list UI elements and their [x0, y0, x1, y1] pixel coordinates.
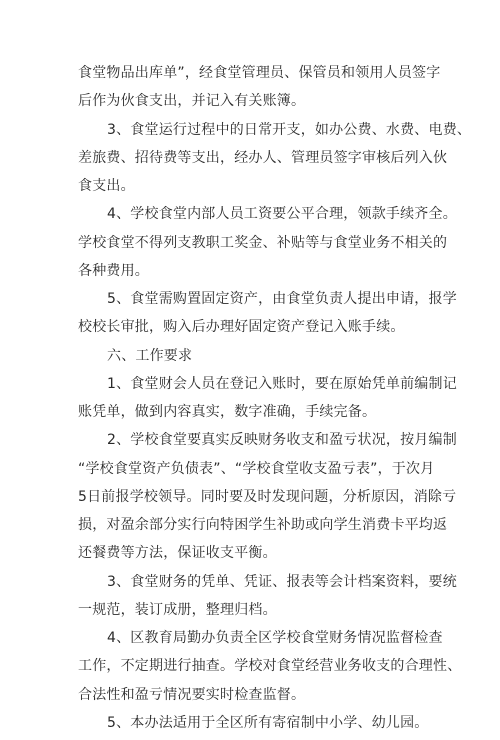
text-line-23: 合法性和盈亏情况要实时检查监督。	[78, 686, 306, 703]
text-line-20: 一规范，装订成册，整理归档。	[78, 601, 277, 618]
text-line-5: 食支出。	[78, 178, 135, 194]
text-line-18: 还餐费等方法，保证收支平衡。	[78, 545, 277, 562]
text-line-13: 账凭单，做到内容真实，数字准确，手续完备。	[78, 404, 377, 420]
text-line-10: 校校长审批，购入后办理好固定资产登记入账手续。	[78, 319, 405, 336]
text-line-19: 3、食堂财务的凭单、凭证、报表等会计档案资料，要统	[107, 573, 457, 590]
text-line-17: 损，对盈余部分实行向特困学生补助或向学生消费卡平均返	[78, 517, 448, 533]
text-line-16: 5日前报学校领导。同时要及时发现问题，分析原因，消除亏	[78, 488, 457, 505]
text-line-12: 1、食堂财会人员在登记入账时，要在原始凭单前编制记	[107, 375, 457, 392]
text-line-21: 4、区教育局勤办负责全区学校食堂财务情况监督检查	[107, 630, 443, 646]
text-line-2: 后作为伙食支出，并记入有关账簿。	[78, 93, 306, 110]
text-line-14: 2、学校食堂要真实反映财务收支和盈亏状况，按月编制	[107, 432, 457, 449]
text-line-7: 学校食堂不得列支教职工奖金、补贴等与食堂业务不相关的	[78, 234, 448, 251]
document-page	[78, 62, 472, 740]
text-line-22: 工作，不定期进行抽查。学校对食堂经营业务收支的合理性、	[78, 658, 462, 675]
text-line-3: 3、食堂运行过程中的日常开支，如办公费、水费、电费、	[107, 121, 472, 138]
text-line-4: 差旅费、招待费等支出，经办人、管理员签字审核后列入伙	[78, 149, 448, 166]
section-heading: 六、工作要求	[107, 347, 193, 364]
text-line-9: 5、食堂需购置固定资产，由食堂负责人提出申请，报学	[107, 291, 457, 307]
text-line-1: 食堂物品出库单”，经食堂管理员、保管员和领用人员签字	[78, 65, 441, 81]
text-line-8: 各种费用。	[78, 262, 149, 279]
text-line-24: 5、本办法适用于全区所有寄宿制中小学、幼儿园。	[107, 714, 429, 731]
text-line-6: 4、学校食堂内部人员工资要公平合理，领款手续齐全。	[107, 206, 457, 223]
text-line-15: “学校食堂资产负债表”、“学校食堂收支盈亏表”，于次月	[78, 460, 435, 477]
